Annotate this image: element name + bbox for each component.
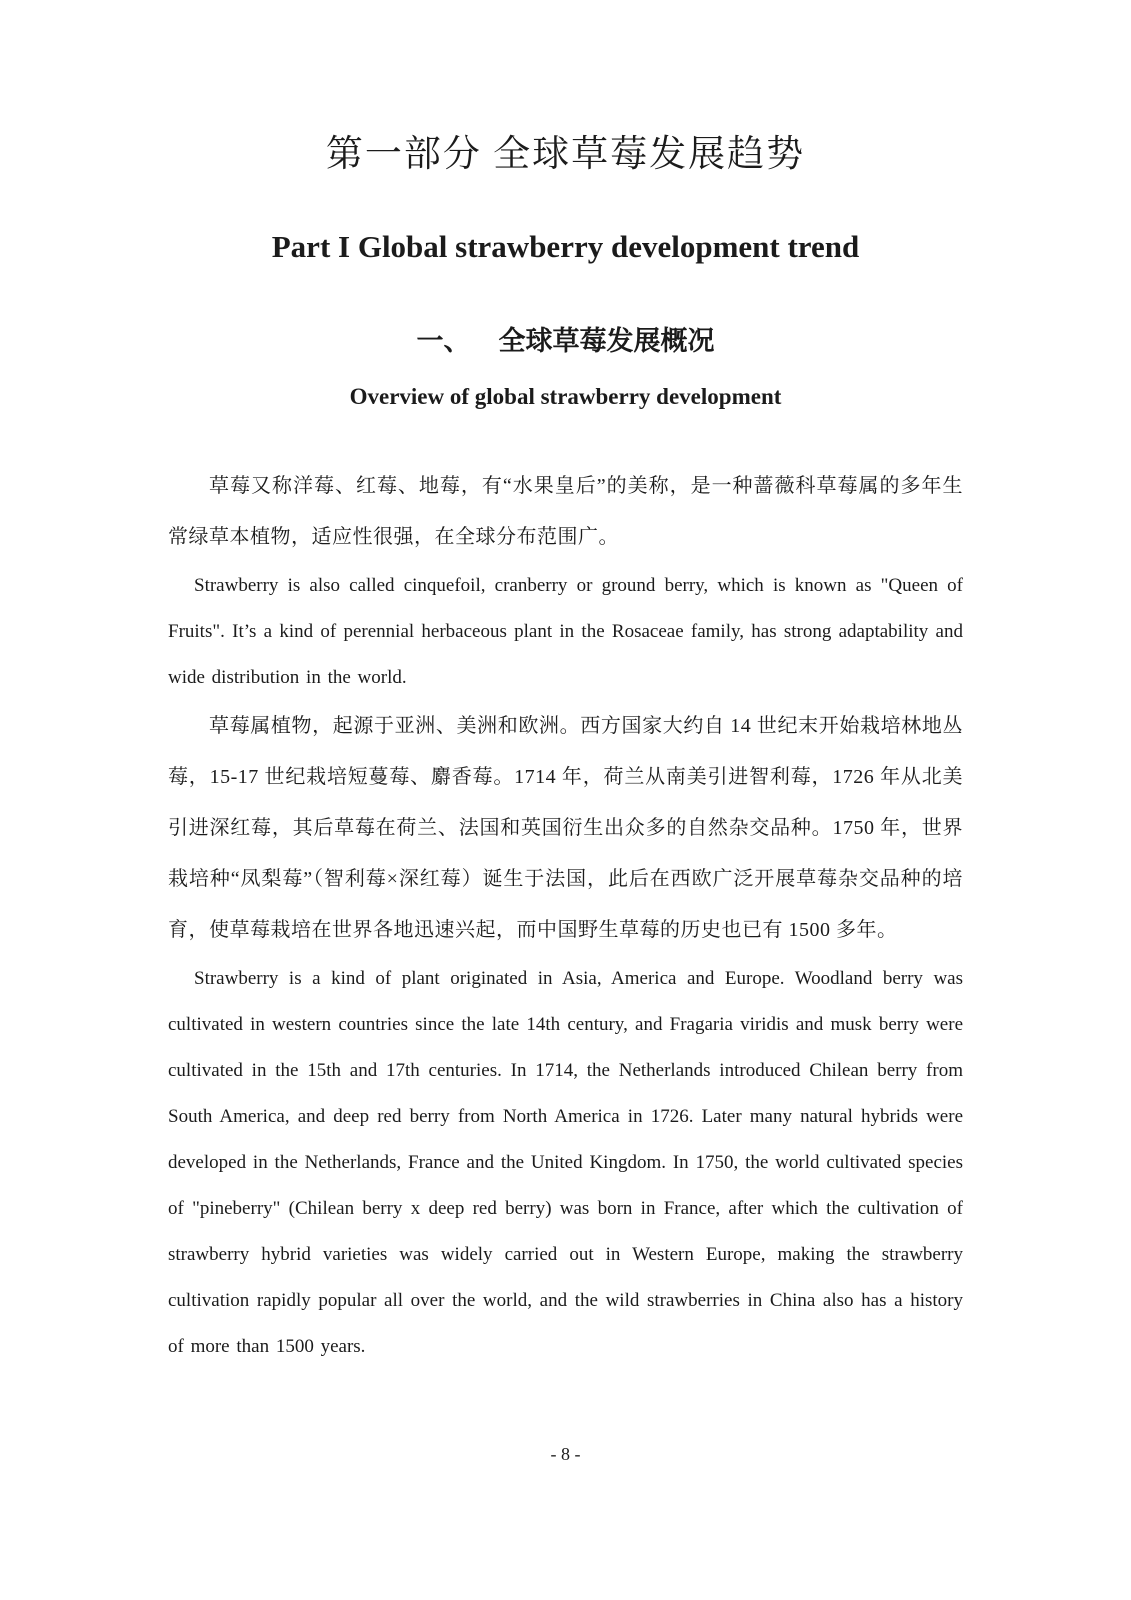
section-heading-zh-text: 全球草莓发展概况 xyxy=(498,326,715,357)
doc-title-en: Part I Global strawberry development trend xyxy=(271,229,860,265)
section-number-zh: 一、 xyxy=(416,326,471,357)
paragraph-en-1: Strawberry is also called cinquefoil, cranberry or ground berry, which is known as "Queen of Fruits". It’s a kind of perennial herbaceous plant in the Rosaceae family, has strong adaptability and wide distribution in the world. xyxy=(168,574,963,688)
section-heading-en: Overview of global strawberry development xyxy=(349,384,782,410)
section-heading-zh xyxy=(168,325,963,359)
doc-title-zh: 第一部分 全球草莓发展趋势 xyxy=(325,134,806,175)
paragraph-zh-1: 草莓又称洋莓、红莓、地莓，有“水果皇后”的美称，是一种蔷薇科草莓属的多年生常绿草本植物，适应性很强，在全球分布范围广。 xyxy=(168,474,963,548)
paragraph-zh-2: 草莓属植物，起源于亚洲、美洲和欧洲。西方国家大约自 14 世纪末开始栽培林地丛莓，15-17 世纪栽培短蔓莓、麝香莓。1714 年，荷兰从南美引进智利莓，1726 年从北美引进深红莓，其后草莓在荷兰、法国和英国衍生出众多的自然杂交品种。1750 年，世界栽培种“凤梨莓”（智利莓×深红莓）诞生于法国，此后在西欧广泛开展草莓杂交品种的培育，使草莓栽培在世界各地迅速兴起，而中国野生草莓的历史也已有 1500 多年。 xyxy=(168,714,963,941)
paragraph-en-2: Strawberry is a kind of plant originated in Asia, America and Europe. Woodland berry was cultivated in western countries since the late 14th century, and Fragaria viridis and musk berry were cultivated in the 15th and 17th centuries. In 1714, the Netherlands introduced Chilean berry from South America, and deep red berry from North America in 1726. Later many natural hybrids were developed in the Netherlands, France and the United Kingdom. In 1750, the world cultivated species of "pineberry" (Chilean berry x deep red berry) was born in France, after which the cultivation of strawberry hybrid varieties was widely carried out in Western Europe, making the strawberry cultivation rapidly popular all over the world, and the wild strawberries in China also has a history of more than 1500 years. xyxy=(168,967,963,1357)
document-body xyxy=(168,461,963,1370)
page-number: - 8 - xyxy=(550,1444,581,1464)
